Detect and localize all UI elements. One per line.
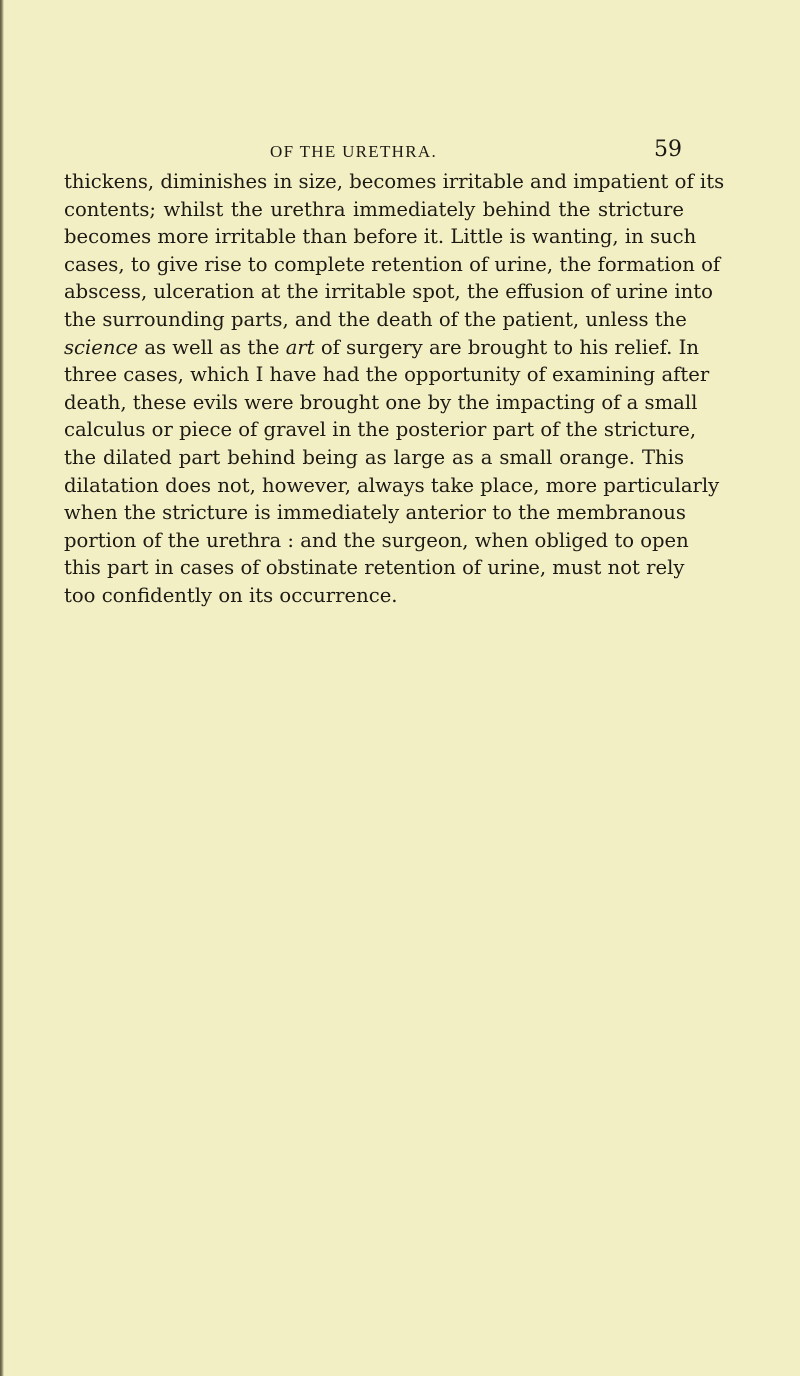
text-line: when the stricture is immediately anterior to the membranous (64, 501, 686, 525)
page-edge-shadow (0, 0, 4, 1376)
page-header (0, 138, 800, 168)
italic-science: science (64, 335, 139, 359)
italic-art: art (285, 335, 315, 359)
text-line: the dilated part behind being as large as a small orange. This (64, 445, 684, 469)
text-line: death, these evils were brought one by the impacting of a small (64, 390, 698, 414)
text-line: abscess, ulceration at the irritable spot, the effusion of urine into (64, 280, 713, 304)
text-line (64, 334, 699, 362)
text-line: too confidently on its occurrence. (64, 583, 398, 607)
text-line: becomes more irritable than before it. Little is wanting, in such (64, 225, 697, 249)
running-head: OF THE URETHRA. (270, 142, 437, 161)
text-line: cases, to give rise to complete retention of urine, the formation of (64, 252, 721, 276)
text-line: calculus or piece of gravel in the posterior part of the stricture, (64, 418, 697, 442)
text-line: dilatation does not, however, always take place, more particularly (64, 473, 720, 497)
text-line: contents; whilst the urethra immediately behind the stricture (64, 197, 684, 221)
body-paragraph (64, 168, 725, 610)
text-segment: as well as the (138, 335, 286, 359)
page-number: 59 (654, 137, 682, 162)
text-line: this part in cases of obstinate retention of urine, must not rely (64, 556, 685, 580)
text-line: three cases, which I have had the opportunity of examining after (64, 363, 710, 387)
text-segment: of surgery are brought to his relief. In (314, 335, 699, 359)
text-line: portion of the urethra : and the surgeon, when obliged to open (64, 528, 689, 552)
text-line: the surrounding parts, and the death of the patient, unless the (64, 307, 687, 331)
text-line: thickens, diminishes in size, becomes irritable and impatient of its (64, 170, 725, 193)
